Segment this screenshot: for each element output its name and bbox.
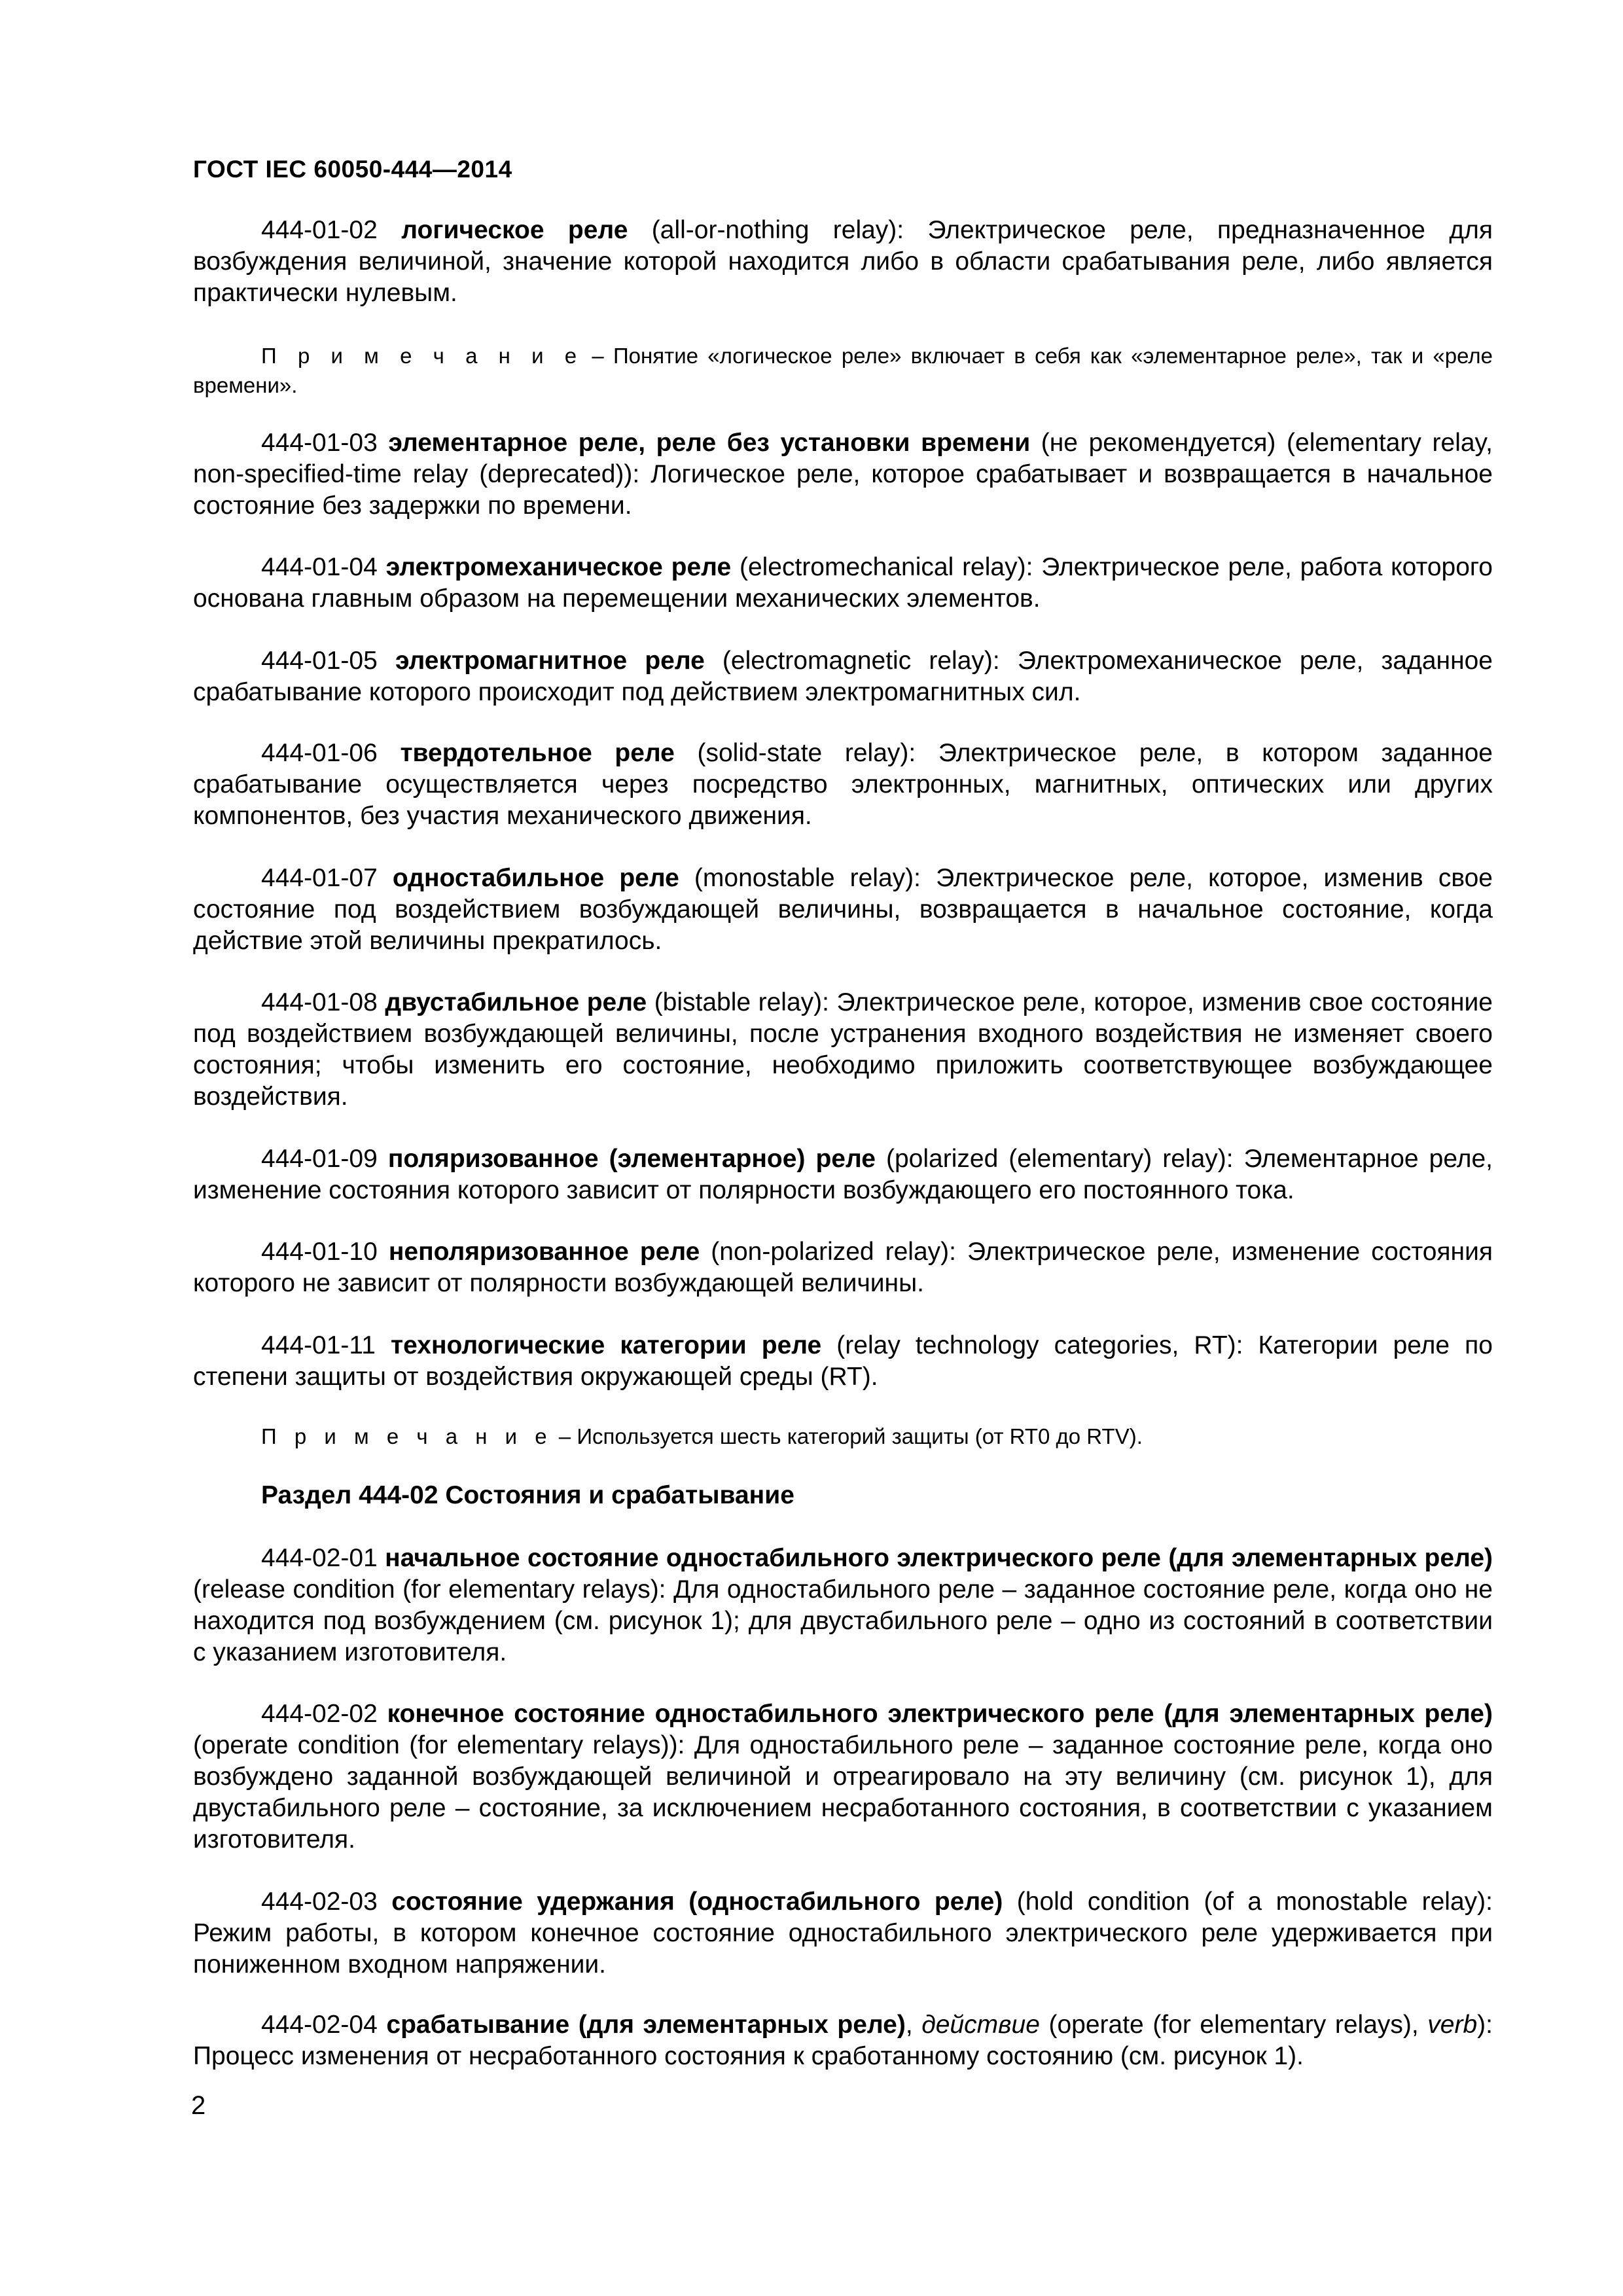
note-paragraph: [193, 341, 1493, 400]
entry-paragraph: [193, 738, 1493, 832]
entry-number: 444-02-04: [261, 2011, 378, 2039]
entry-number: 444-01-02: [261, 216, 378, 244]
entry-444-01-02: [193, 215, 1493, 309]
entry-444-02-02: [193, 1698, 1493, 1856]
entry-term: состояние удержания (одностабильного реле): [391, 1888, 1003, 1916]
entry-text: (hold condition (of a monostable relay): Режим работы, в котором конечное состояние одностабильного электрического реле удерживается при пониженном входном напряжении.: [193, 1888, 1493, 1979]
entry-number: 444-02-02: [261, 1700, 378, 1728]
entry-text: (relay technology categories, RT): Категории реле по степени защиты от воздействия окружающей среды (RT).: [193, 1331, 1493, 1391]
entry-444-01-05: [193, 645, 1493, 708]
entry-444-01-08: [193, 987, 1493, 1113]
entry-number: 444-02-01: [261, 1544, 378, 1572]
note-text: – Понятие «логическое реле» включает в себя как «элементарное реле», так и «реле времени».: [193, 344, 1493, 397]
entry-paragraph: [193, 215, 1493, 309]
entry-term: неполяризованное реле: [388, 1238, 700, 1266]
note-label: П р и м е ч а н и е: [261, 1424, 553, 1448]
entry-number: 444-02-03: [261, 1888, 378, 1916]
entry-term: срабатывание (для элементарных реле): [386, 2011, 906, 2039]
entry-444-01-09: [193, 1143, 1493, 1206]
entry-term: электромеханическое реле: [385, 553, 732, 581]
entry-term: элементарное реле, реле без установки времени: [388, 429, 1031, 457]
entry-paragraph: [193, 863, 1493, 957]
entry-paragraph: [193, 645, 1493, 708]
entry-text: (operate condition (for elementary relays)): Для одностабильного реле – заданное состояние реле, когда оно возбуждено заданной возбуждающей величиной и отреагировало на эту величину (см. рисунок 1), для двустабильного реле – состояние, за исключением несработанного состояния, в соответствии с указанием изготовителя.: [193, 1731, 1493, 1854]
entry-444-01-11: [193, 1330, 1493, 1393]
section-title: Раздел 444-02 Состояния и срабатывание: [261, 1481, 794, 1509]
note-1: [193, 341, 1493, 400]
entry-paragraph: [193, 1143, 1493, 1206]
entry-text: (не рекомендуется) (elementary relay, non-specified-time relay (deprecated)): Логическое реле, которое срабатывает и возвращается в начальное состояние без задержки по времени.: [193, 429, 1493, 520]
entry-text: (monostable relay): Электрическое реле, которое, изменив свое состояние под воздействием возбуждающей величины, возвращается в начальное состояние, когда действие этой величины прекратилось.: [193, 864, 1493, 955]
entry-number: 444-01-08: [261, 988, 378, 1016]
entry-term: поляризованное (элементарное) реле: [387, 1145, 876, 1173]
note-2: [193, 1422, 1493, 1451]
entry-paragraph: [193, 427, 1493, 522]
entry-number: 444-01-06: [261, 739, 378, 767]
entry-444-01-07: [193, 863, 1493, 957]
entry-term: электромагнитное реле: [395, 647, 705, 675]
entry-term: технологические категории реле: [390, 1331, 822, 1359]
entry-term: конечное состояние одностабильного электрического реле (для элементарных реле): [387, 1700, 1493, 1728]
entry-text: (release condition (for elementary relays): Для одностабильного реле – заданное состояние реле, когда оно не находится под возбуждением (см. рисунок 1); для двустабильного реле – одно из состояний в соответствии с указанием изготовителя.: [193, 1575, 1493, 1666]
entry-number: 444-01-03: [261, 429, 378, 457]
note-paragraph: [193, 1422, 1493, 1451]
entry-444-02-04: [193, 2009, 1493, 2072]
entry-text: (solid-state relay): Электрическое реле, в котором заданное срабатывание осуществляется через посредство электронных, магнитных, оптических или других компонентов, без участия механического движения.: [193, 739, 1493, 830]
note-text: – Используется шесть категорий защиты (от RT0 до RTV).: [552, 1424, 1143, 1448]
entry-paragraph: [193, 1543, 1493, 1668]
note-label: П р и м е ч а н и е: [261, 344, 583, 368]
section-heading: [193, 1480, 1493, 1511]
entry-text: (all-or-nothing relay): Электрическое реле, предназначенное для возбуждения величиной, значение которой находится либо в области срабатывания реле, либо является практически нулевым.: [193, 216, 1493, 307]
entry-text: (operate (for elementary relays),: [1039, 2011, 1428, 2039]
entry-paragraph: [193, 1330, 1493, 1393]
entry-term: логическое реле: [401, 216, 628, 244]
entry-text: (non-polarized relay): Электрическое реле, изменение состояния которого не зависит от полярности возбуждающей величины.: [193, 1238, 1493, 1297]
entry-term: начальное состояние одностабильного электрического реле (для элементарных реле): [385, 1544, 1493, 1572]
entry-444-01-10: [193, 1236, 1493, 1299]
entry-term: одностабильное реле: [392, 864, 679, 892]
entry-text-end: ): Процесс изменения от несработанного состояния к сработанному состоянию (см. рисунок 1).: [193, 2011, 1493, 2070]
entry-444-02-01: [193, 1543, 1493, 1668]
entry-444-01-04: [193, 552, 1493, 615]
entry-444-02-03: [193, 1886, 1493, 1981]
page-number: 2: [191, 2091, 206, 2120]
entry-paragraph: [193, 1698, 1493, 1856]
entry-verb: verb: [1427, 2011, 1478, 2039]
entry-paragraph: [193, 552, 1493, 615]
entry-number: 444-01-05: [261, 647, 378, 675]
entry-comma: ,: [905, 2011, 922, 2039]
entry-paragraph: [193, 1886, 1493, 1981]
entry-number: 444-01-11: [261, 1331, 376, 1359]
entry-text: (electromechanical relay): Электрическое реле, работа которого основана главным образом на перемещении механических элементов.: [193, 553, 1493, 613]
entry-444-01-03: [193, 427, 1493, 522]
entry-text: (electromagnetic relay): Электромеханическое реле, заданное срабатывание которого происходит под действием электромагнитных сил.: [193, 647, 1493, 706]
entry-paragraph: [193, 2009, 1493, 2072]
entry-number: 444-01-07: [261, 864, 378, 892]
entry-number: 444-01-04: [261, 553, 378, 581]
entry-text: (polarized (elementary) relay): Элементарное реле, изменение состояния которого зависит от полярности возбуждающего его постоянного тока.: [193, 1145, 1493, 1204]
entry-term: твердотельное реле: [400, 739, 675, 767]
entry-text: (bistable relay): Электрическое реле, которое, изменив свое состояние под воздействием возбуждающей величины, после устранения входного воздействия не изменяет своего состояния; чтобы изменить его состояние, необходимо приложить соответствующее возбуждающее воздействия.: [193, 988, 1493, 1111]
standard-header: ГОСТ IEC 60050-444—2014: [193, 156, 512, 183]
entry-number: 444-01-09: [261, 1145, 378, 1173]
entry-term: двустабильное реле: [385, 988, 647, 1016]
entry-number: 444-01-10: [261, 1238, 378, 1266]
entry-444-01-06: [193, 738, 1493, 832]
entry-synonym: действие: [921, 2011, 1040, 2039]
entry-paragraph: [193, 1236, 1493, 1299]
entry-paragraph: [193, 987, 1493, 1113]
